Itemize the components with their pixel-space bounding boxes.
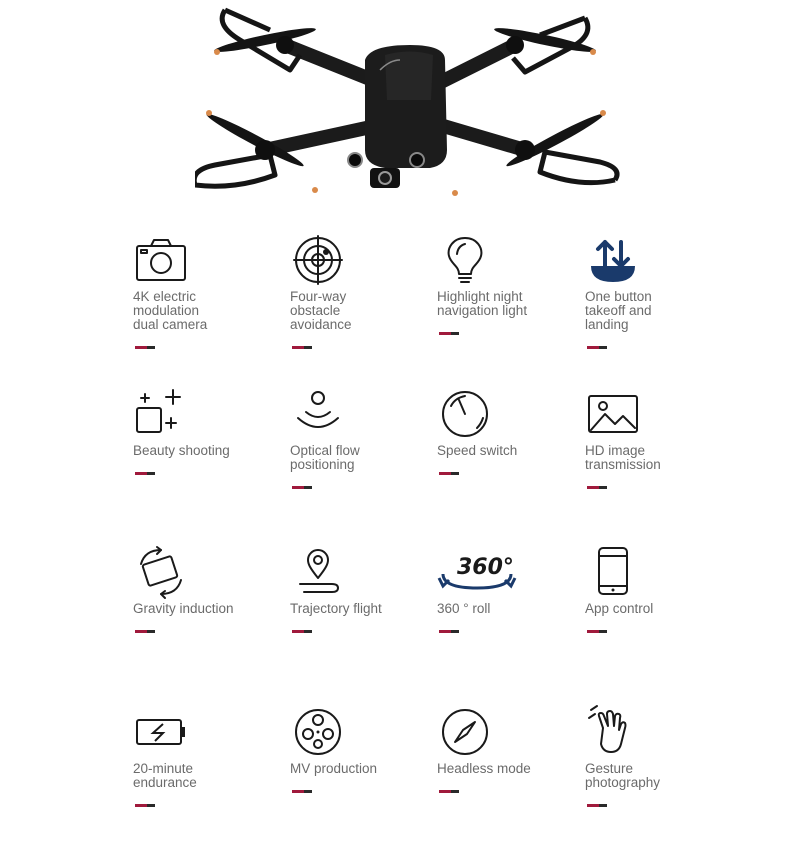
feature-label: Trajectory flight (290, 601, 382, 616)
hand-gesture-icon (585, 704, 641, 760)
speedometer-icon (437, 386, 493, 442)
accent-dash (439, 790, 459, 793)
takeoff-landing-icon (585, 232, 641, 288)
feature-label: HD image transmission (585, 443, 661, 472)
accent-dash (292, 630, 312, 633)
accent-dash (439, 332, 459, 335)
feature-label: Beauty shooting (133, 443, 230, 458)
accent-dash (439, 630, 459, 633)
compass-icon (437, 704, 493, 760)
sparkle-frame-icon (133, 386, 189, 442)
image-icon (585, 386, 641, 442)
accent-dash (587, 486, 607, 489)
feature-item (290, 232, 440, 372)
optical-flow-icon (290, 386, 346, 442)
accent-dash (135, 472, 155, 475)
accent-dash (135, 804, 155, 807)
feature-label: Highlight night navigation light (437, 289, 528, 318)
drone-image (195, 0, 625, 210)
feature-item (437, 704, 587, 844)
feature-item (437, 386, 587, 526)
feature-item (437, 232, 587, 372)
accent-dash (292, 346, 312, 349)
battery-charging-icon (133, 704, 189, 760)
smartphone-icon (585, 544, 641, 600)
feature-item (585, 386, 735, 526)
accent-dash (587, 804, 607, 807)
accent-dash (587, 630, 607, 633)
location-path-icon (290, 544, 346, 600)
accent-dash (135, 630, 155, 633)
feature-label: Gesture photography (585, 761, 661, 790)
radar-icon (290, 232, 346, 288)
feature-label: MV production (290, 761, 378, 776)
camera-icon (133, 232, 189, 288)
feature-label: Speed switch (437, 443, 518, 458)
feature-label: 20-minute endurance (133, 761, 197, 790)
accent-dash (292, 790, 312, 793)
feature-label: Optical flow positioning (290, 443, 360, 472)
feature-label: 360 ° roll (437, 601, 491, 616)
accent-dash (587, 346, 607, 349)
accent-dash (135, 346, 155, 349)
feature-item (290, 704, 440, 844)
feature-item (290, 544, 440, 684)
feature-item (133, 544, 283, 684)
feature-item (585, 544, 735, 684)
feature-label: One button takeoff and landing (585, 289, 652, 332)
feature-item (133, 386, 283, 526)
feature-item (585, 232, 735, 372)
feature-item (437, 544, 587, 684)
feature-label: 4K electric modulation dual camera (133, 289, 208, 332)
feature-label: App control (585, 601, 654, 616)
icon-360-text: 360° (457, 555, 514, 580)
accent-dash (439, 472, 459, 475)
feature-item (133, 704, 283, 844)
accent-dash (292, 486, 312, 489)
feature-item (585, 704, 735, 844)
rotate-phone-icon (133, 544, 189, 600)
feature-label: Headless mode (437, 761, 531, 776)
lightbulb-icon (437, 232, 493, 288)
feature-item (290, 386, 440, 526)
feature-item (133, 232, 283, 372)
feature-label: Gravity induction (133, 601, 234, 616)
feature-label: Four-way obstacle avoidance (290, 289, 352, 332)
film-reel-icon (290, 704, 346, 760)
rotation-360-icon (437, 544, 517, 600)
